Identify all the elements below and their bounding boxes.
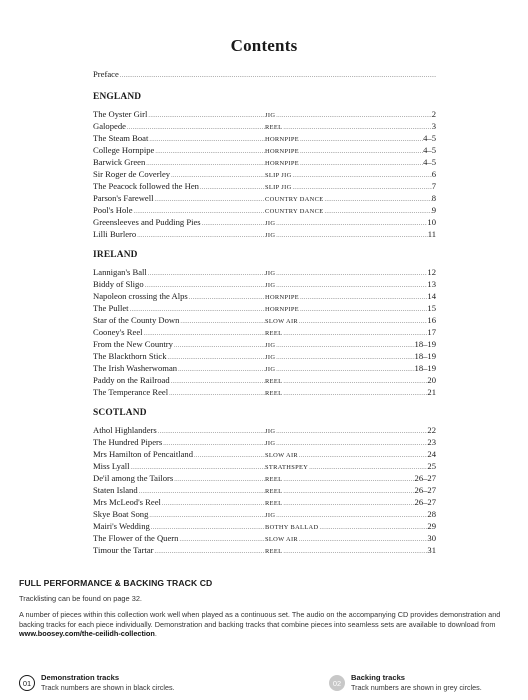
page-number: 17 [427,327,436,337]
cd-description-text: A number of pieces within this collection work well when played as a continuous set. The audio on the accompanying CD provides demonstration and backing tracks for each piece individually. Demonstration and backing tracks that combine pieces into seamless sets are available to download from [19,610,501,629]
dot-leader [275,110,431,122]
dot-leader [119,70,436,82]
page-number: 24 [427,449,436,459]
track-number-grey-circle-icon: 02 [329,675,345,691]
download-url[interactable]: www.boosey.com/the-ceilidh-collection [19,629,155,639]
dot-leader [299,304,427,316]
page-number: 26–27 [414,497,436,507]
tune-genre: SLOW AIR [265,318,299,325]
dot-leader [275,268,427,280]
dot-leader [298,534,427,546]
tune-title: Lannigan's Ball [93,267,147,277]
tune-title: The Steam Boat [93,133,149,143]
toc-row[interactable] [93,168,436,180]
tune-genre: SLIP JIG [265,184,292,191]
table-of-contents [93,68,436,556]
toc-row[interactable] [93,192,436,204]
section-heading-scotland: SCOTLAND [93,408,147,418]
dot-leader [173,474,265,486]
cd-heading: FULL PERFORMANCE & BACKING TRACK CD [19,578,213,588]
tune-genre: JIG [265,282,276,289]
page-number: 31 [427,545,436,555]
tune-title: De'il among the Tailors [93,473,174,483]
tune-genre: COUNTRY DANCE [265,196,324,203]
toc-row[interactable] [93,386,436,398]
legend-desc: Track numbers are shown in black circles. [41,683,175,692]
page-number: 18–19 [414,351,436,361]
dot-leader [275,230,427,242]
page-number: 14 [427,291,436,301]
tune-title: Cooney's Reel [93,327,143,337]
tune-genre: REEL [265,330,283,337]
tune-genre: JIG [265,512,276,519]
toc-row[interactable] [93,290,436,302]
toc-row[interactable] [93,228,436,240]
track-legend [19,673,511,697]
toc-row[interactable] [93,144,436,156]
dot-leader [275,340,414,352]
tune-title: The Hundred Pipers [93,437,163,447]
dot-leader [323,194,431,206]
dot-leader [157,426,265,438]
toc-row[interactable] [93,532,436,544]
preface-label: Preface [93,69,119,79]
dot-leader [179,316,265,328]
page-number: 22 [427,425,436,435]
toc-row[interactable] [93,460,436,472]
page-number: 21 [427,387,436,397]
page-number: 12 [427,267,436,277]
toc-row[interactable] [93,314,436,326]
dot-leader [282,328,427,340]
dot-leader [199,182,265,194]
dot-leader [177,364,265,376]
page-number: 8 [431,193,436,203]
dot-leader [319,522,428,534]
tune-title: Mrs Hamilton of Pencaitland [93,449,194,459]
page-number: 4–5 [423,133,436,143]
dot-leader [275,280,427,292]
dot-leader [275,438,427,450]
toc-row[interactable] [93,108,436,120]
tune-genre: JIG [265,220,276,227]
dot-leader [282,498,414,510]
tune-genre: BOTHY BALLAD [265,524,319,531]
tune-title: Biddy of Sligo [93,279,144,289]
dot-leader [299,134,423,146]
url-suffix: . [154,629,157,639]
toc-row[interactable] [93,338,436,350]
tracklist-note: Tracklisting can be found on page 32. [19,594,142,603]
tune-title: Napoleon crossing the Alps [93,291,188,301]
dot-leader [148,510,265,522]
page-number: 10 [427,217,436,227]
tune-title: Athol Highlanders [93,425,157,435]
dot-leader [136,230,265,242]
track-number-black-circle-icon: 01 [19,675,35,691]
tune-title: The Temperance Reel [93,387,169,397]
toc-row[interactable] [93,508,436,520]
toc-row[interactable] [93,120,436,132]
dot-leader [298,316,427,328]
dot-leader [299,158,423,170]
dot-leader [275,352,414,364]
tune-genre: JIG [265,342,276,349]
dot-leader [154,546,265,558]
tune-genre: JIG [265,428,276,435]
tune-title: The Pullet [93,303,129,313]
page-number: 13 [427,279,436,289]
page-number: 6 [431,169,436,179]
tune-title: From the New Country [93,339,173,349]
dot-leader [275,426,427,438]
tune-title: Pool's Hole [93,205,133,215]
tune-genre: REEL [265,390,283,397]
tune-title: Sir Roger de Coverley [93,169,171,179]
dot-leader [193,450,265,462]
page-number: 29 [427,521,436,531]
dot-leader [292,170,432,182]
tune-title: Timour the Tartar [93,545,154,555]
tune-title: Paddy on the Railroad [93,375,170,385]
cd-info-section [19,578,511,692]
tune-genre: JIG [265,366,276,373]
toc-row[interactable] [93,362,436,374]
tune-genre: REEL [265,124,283,131]
tune-title: The Peacock followed the Hen [93,181,199,191]
toc-row[interactable] [93,544,436,556]
tune-title: The Irish Washerwoman [93,363,178,373]
tune-genre: REEL [265,548,283,555]
page-number: 20 [427,375,436,385]
tune-genre: REEL [265,476,283,483]
toc-row[interactable] [93,520,436,532]
tune-genre: JIG [265,232,276,239]
page-number: 18–19 [414,339,436,349]
tune-title: The Oyster Girl [93,109,148,119]
cd-description [19,610,511,639]
dot-leader [282,474,414,486]
tune-genre: COUNTRY DANCE [265,208,324,215]
toc-row[interactable] [93,180,436,192]
page-number: 7 [431,181,436,191]
dot-leader [168,388,265,400]
dot-leader [154,146,265,158]
toc-row[interactable] [93,374,436,386]
page-number: 30 [427,533,436,543]
toc-row-preface[interactable] [93,68,436,80]
legend-title: Demonstration tracks [41,673,120,682]
dot-leader [167,352,265,364]
tune-title: Mairi's Wedding [93,521,150,531]
dot-leader [282,546,427,558]
tune-genre: REEL [265,488,283,495]
toc-row[interactable] [93,484,436,496]
tune-genre: REEL [265,378,283,385]
toc-row[interactable] [93,266,436,278]
page-number: 2 [431,109,436,119]
page-number: 3 [431,121,436,131]
dot-leader [282,486,414,498]
page-number: 15 [427,303,436,313]
dot-leader [147,110,265,122]
legend-desc: Track numbers are shown in grey circles. [351,683,482,692]
dot-leader [292,182,432,194]
toc-row[interactable] [93,424,436,436]
tune-title: College Hornpipe [93,145,155,155]
tune-genre: SLOW AIR [265,452,299,459]
dot-leader [298,450,427,462]
tune-title: Mrs McLeod's Reel [93,497,161,507]
page-number: 23 [427,437,436,447]
tune-title: Galopede [93,121,126,131]
dot-leader [308,462,427,474]
page-number: 25 [427,461,436,471]
tune-genre: HORNPIPE [265,160,300,167]
tune-genre: HORNPIPE [265,148,300,155]
toc-row[interactable] [93,436,436,448]
dot-leader [147,268,265,280]
tune-genre: JIG [265,270,276,277]
dot-leader [173,340,265,352]
toc-row[interactable] [93,472,436,484]
page-number: 4–5 [423,157,436,167]
tune-title: Parson's Farewell [93,193,154,203]
toc-row[interactable] [93,496,436,508]
dot-leader [323,206,431,218]
toc-row[interactable] [93,350,436,362]
page-number: 16 [427,315,436,325]
tune-genre: SLIP JIG [265,172,292,179]
section-heading-england: ENGLAND [93,92,142,102]
tune-title: Miss Lyall [93,461,130,471]
dot-leader [275,218,427,230]
tune-genre: SLOW AIR [265,536,299,543]
dot-leader [148,134,265,146]
dot-leader [170,376,265,388]
tune-genre: STRATHSPEY [265,464,309,471]
tune-title: Barwick Green [93,157,146,167]
page-number: 18–19 [414,363,436,373]
dot-leader [161,498,265,510]
toc-row[interactable] [93,216,436,228]
dot-leader [299,292,427,304]
tune-genre: JIG [265,354,276,361]
toc-row[interactable] [93,302,436,314]
tune-genre: HORNPIPE [265,136,300,143]
page-number: 9 [431,205,436,215]
tune-genre: REEL [265,500,283,507]
dot-leader [188,292,265,304]
toc-row[interactable] [93,156,436,168]
tune-title: The Blackthorn Stick [93,351,167,361]
toc-row[interactable] [93,278,436,290]
dot-leader [275,510,427,522]
toc-row[interactable] [93,448,436,460]
tune-title: Staten Island [93,485,138,495]
tune-genre: HORNPIPE [265,294,300,301]
tune-genre: JIG [265,440,276,447]
dot-leader [201,218,265,230]
section-heading-ireland: IRELAND [93,250,138,260]
page-number: 11 [427,229,436,239]
legend-title: Backing tracks [351,673,406,682]
tune-title: Lilli Burlero [93,229,137,239]
legend-backing [329,673,482,692]
page-number: 26–27 [414,485,436,495]
page-title: Contents [230,36,298,55]
dot-leader [282,122,431,134]
tune-title: Skye Boat Song [93,509,149,519]
tune-genre: HORNPIPE [265,306,300,313]
page-number: 4–5 [423,145,436,155]
dot-leader [282,376,427,388]
page-number: 26–27 [414,473,436,483]
dot-leader [299,146,423,158]
dot-leader [178,534,265,546]
toc-row[interactable] [93,132,436,144]
page-number: 28 [427,509,436,519]
toc-row[interactable] [93,326,436,338]
legend-demonstration [19,673,175,692]
tune-title: Greensleeves and Pudding Pies [93,217,201,227]
tune-title: Star of the County Down [93,315,180,325]
dot-leader [275,364,414,376]
tune-genre: JIG [265,112,276,119]
dot-leader [154,194,265,206]
dot-leader [282,388,427,400]
tune-title: The Flower of the Quern [93,533,179,543]
toc-row[interactable] [93,204,436,216]
